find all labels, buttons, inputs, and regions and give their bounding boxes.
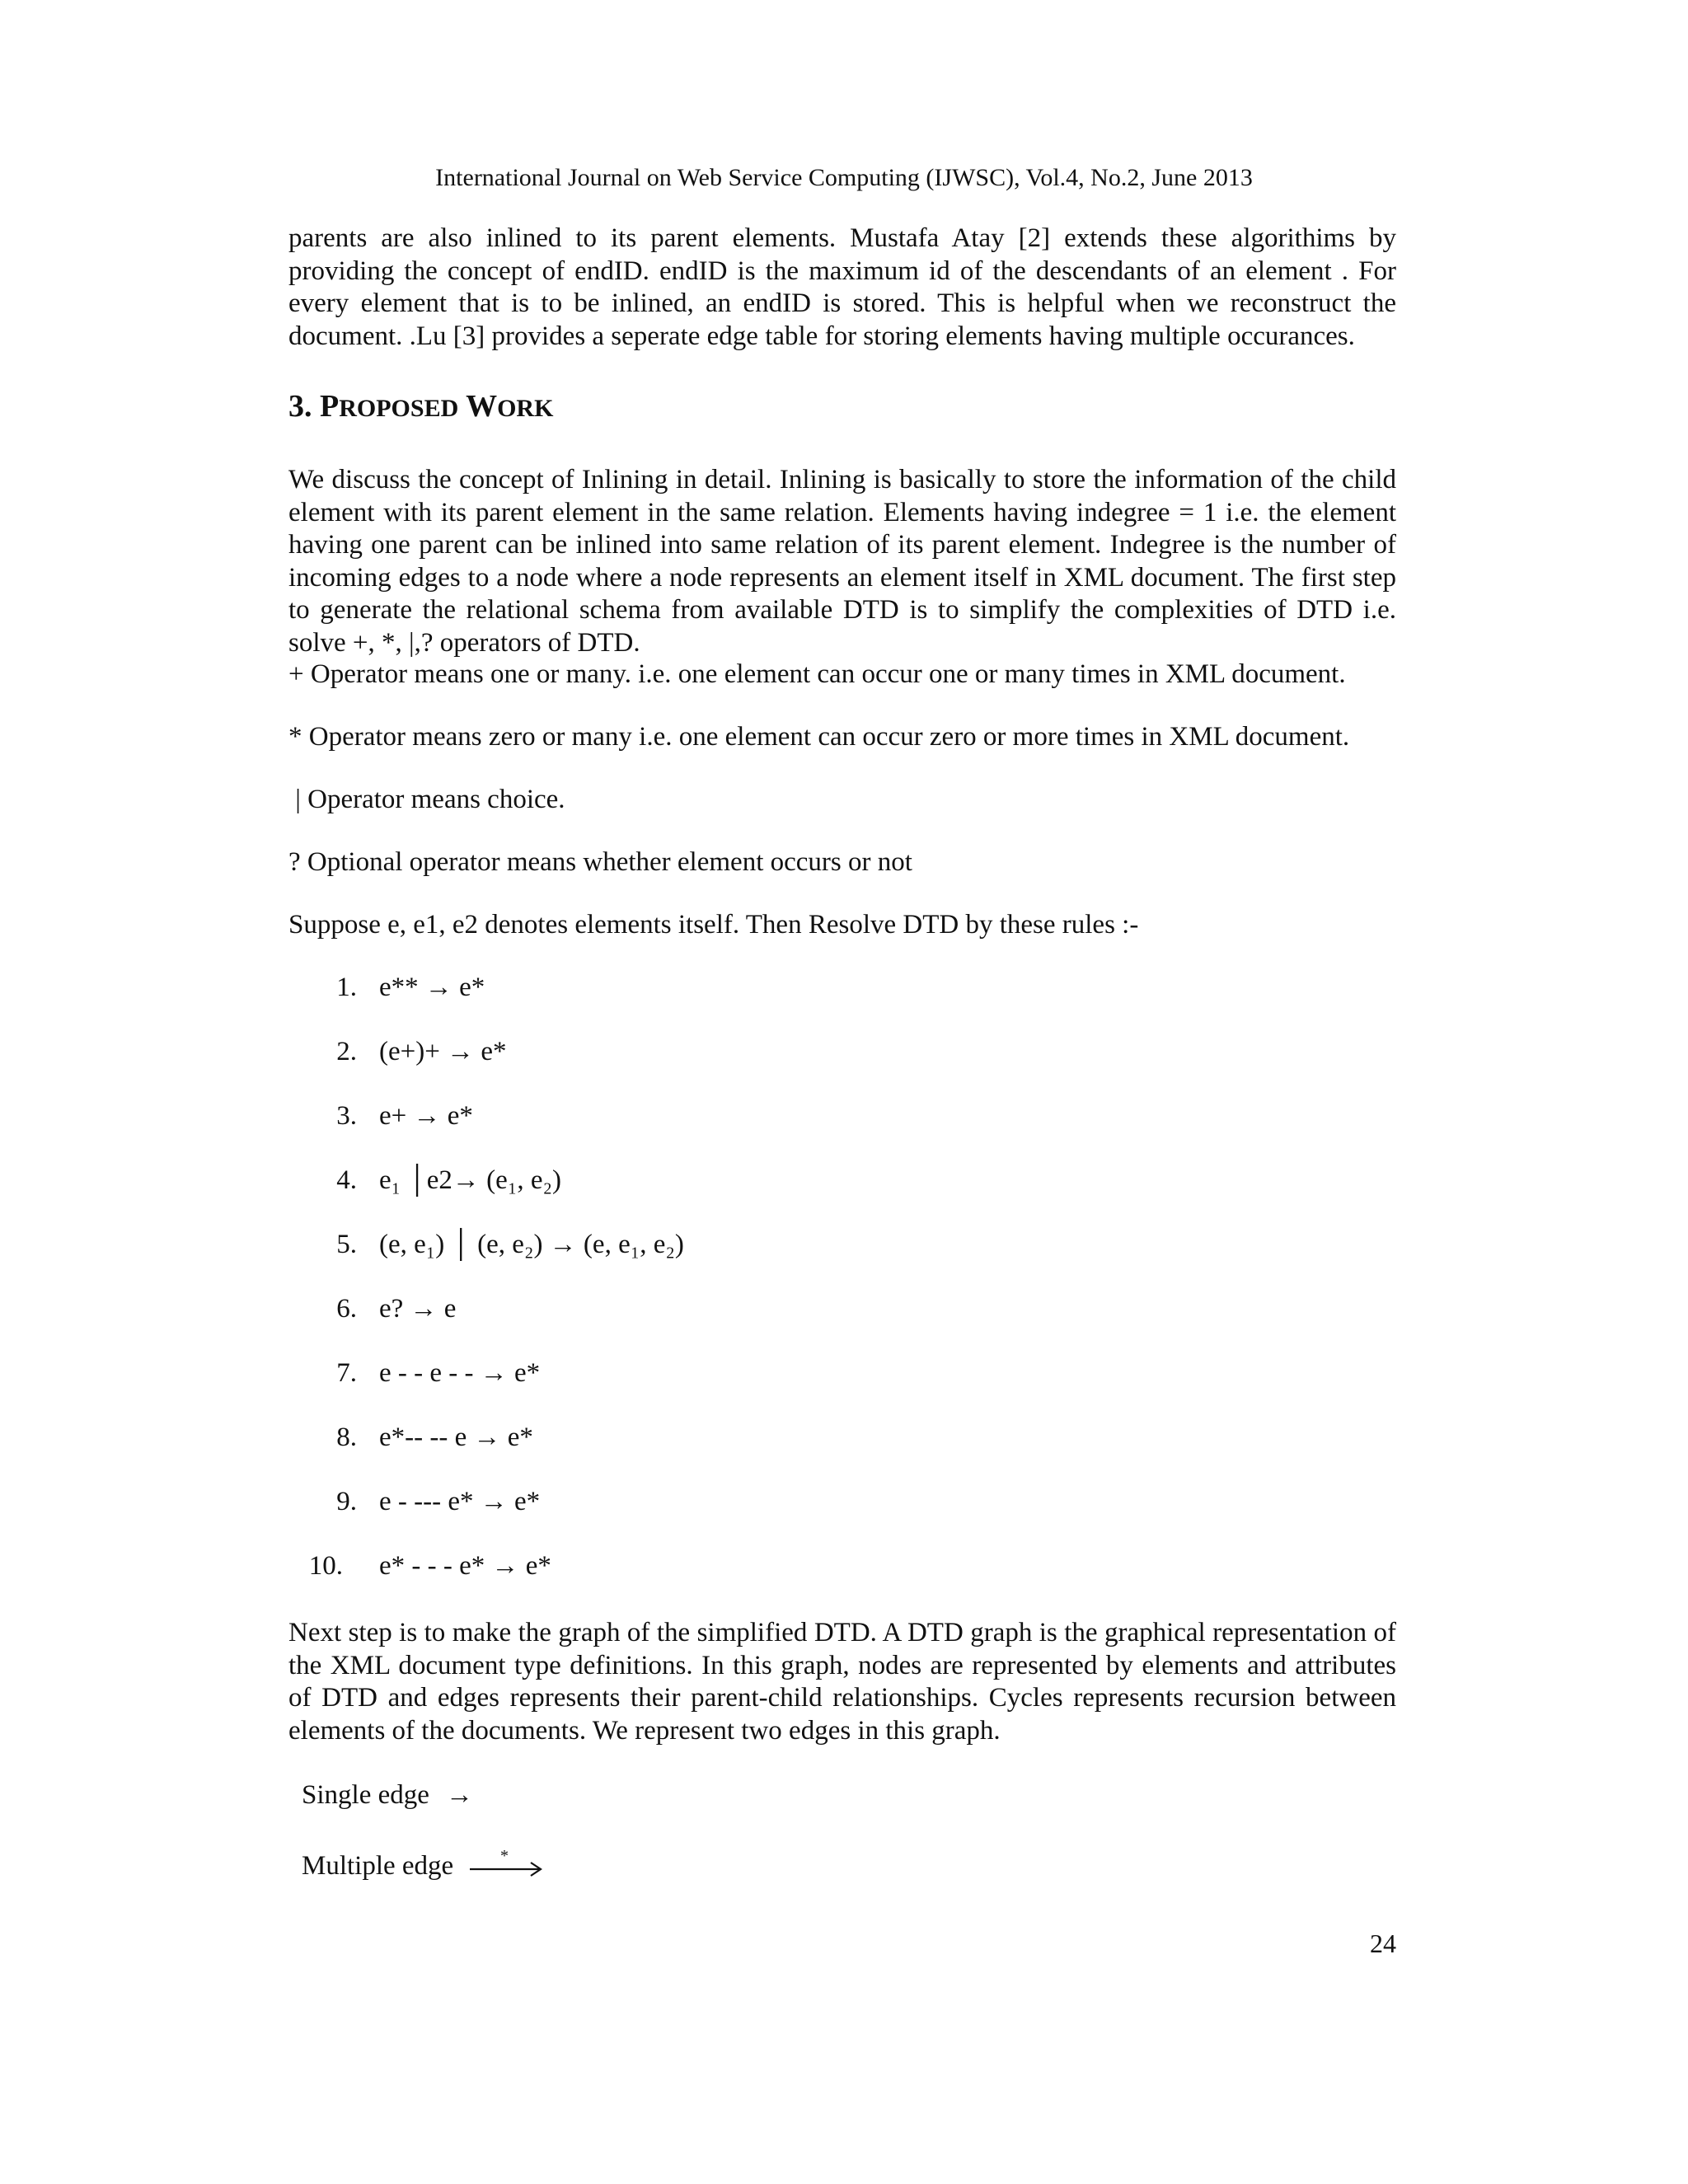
operator-choice-block — [288, 784, 1396, 817]
section-heading — [288, 387, 553, 428]
rule-expression: e+ → e* — [379, 1101, 473, 1131]
rules-list — [0, 971, 824, 1630]
rule-expression: e - --- e* → e* — [379, 1487, 541, 1516]
single-edge-label: Single edge — [302, 1780, 429, 1810]
rule-expression: e* - - - e* → e* — [379, 1551, 551, 1581]
section-title-initial-1: P — [320, 389, 340, 424]
single-edge-arrow-icon: → — [446, 1780, 474, 1810]
rule-expression: (e+)+ → e* — [379, 1037, 507, 1066]
rule-expression: e** → e* — [379, 972, 485, 1002]
rule-number: 4. — [336, 1165, 357, 1195]
rule-expression: e? → e — [379, 1294, 457, 1324]
multiple-edge-arrow-icon — [468, 1849, 544, 1882]
operator-plus-block — [288, 658, 1396, 691]
section-title-rest-2: ORK — [497, 395, 554, 422]
rule-number: 3. — [336, 1101, 357, 1131]
rule-number: 5. — [336, 1230, 357, 1259]
operator-plus-text: + Operator means one or many. i.e. one element can occur one or many times in XML document. — [288, 659, 1346, 689]
intro-paragraph-block — [288, 223, 1396, 353]
rule-expression: e₁ │e2→ (e₁, e₂) — [379, 1165, 561, 1195]
running-header: International Journal on Web Service Computing (IJWSC), Vol.4, No.2, June 2013 — [435, 164, 1253, 191]
operator-star-block — [288, 721, 1396, 754]
rules-intro-text: Suppose e, e1, e2 denotes elements itself. Then Resolve DTD by these rules :- — [288, 910, 1139, 940]
multiple-edge-row — [302, 1849, 544, 1882]
rule-number: 1. — [336, 972, 357, 1002]
operator-optional-block — [288, 846, 1396, 879]
page-number: 24 — [1370, 1929, 1396, 1958]
graph-paragraph-block — [288, 1617, 1396, 1747]
operator-choice-text: | Operator means choice. — [288, 785, 565, 814]
section-paragraph-block — [288, 464, 1396, 659]
multiple-edge-label: Multiple edge — [302, 1851, 454, 1881]
rule-number: 10. — [308, 1551, 343, 1581]
rule-number: 9. — [336, 1487, 357, 1516]
section-title-rest-1: ROPOSED — [339, 395, 459, 422]
rule-expression: (e, e₁) │ (e, e₂) → (e, e₁, e₂) — [379, 1230, 684, 1259]
section-title-initial-2: W — [466, 389, 498, 424]
operator-optional-text: ? Optional operator means whether element occurs or not — [288, 847, 912, 877]
operator-star-text: * Operator means zero or many i.e. one element can occur zero or more times in XML document. — [288, 722, 1350, 752]
single-edge-row — [302, 1779, 473, 1811]
rule-expression: e - - e - - → e* — [379, 1358, 541, 1388]
multiple-edge-star-mark: * — [500, 1849, 509, 1865]
graph-paragraph: Next step is to make the graph of the simplified DTD. A DTD graph is the graphical representation of the XML document type definitions. In this graph, nodes are represented by elements and attributes of DTD and edges represents their parent-child relationships. Cycles represents recursion between elements of the documents. We represent two edges in this graph. — [288, 1618, 1396, 1746]
rules-intro-block — [288, 909, 1396, 942]
rule-number: 6. — [336, 1294, 357, 1324]
rule-expression: e*-- -- e → e* — [379, 1422, 533, 1452]
intro-paragraph: parents are also inlined to its parent elements. Mustafa Atay [2] extends these algorithims by providing the concept of endID. endID is the maximum id of the descendants of an element . For every element that is to be inlined, an endID is stored. This is helpful when we reconstruct the document. .Lu [3] provides a seperate edge table for storing elements having multiple occurances. — [288, 223, 1396, 351]
section-number: 3. — [288, 389, 312, 424]
multiple-edge-arrow-graphic — [468, 1849, 544, 1882]
rule-number: 8. — [336, 1422, 357, 1452]
section-paragraph: We discuss the concept of Inlining in detail. Inlining is basically to store the information of the child element with its parent element in the same relation. Elements having indegree = 1 i.e. the element having one parent can be inlined into same relation of its parent element. Indegree is the number of incoming edges to a node where a node represents an element itself in XML document. The first step to generate the relational schema from available DTD is to simplify the complexities of DTD i.e. solve +, *, |,? operators of DTD. — [288, 465, 1396, 658]
rule-number: 7. — [336, 1358, 357, 1388]
rule-number: 2. — [336, 1037, 357, 1066]
